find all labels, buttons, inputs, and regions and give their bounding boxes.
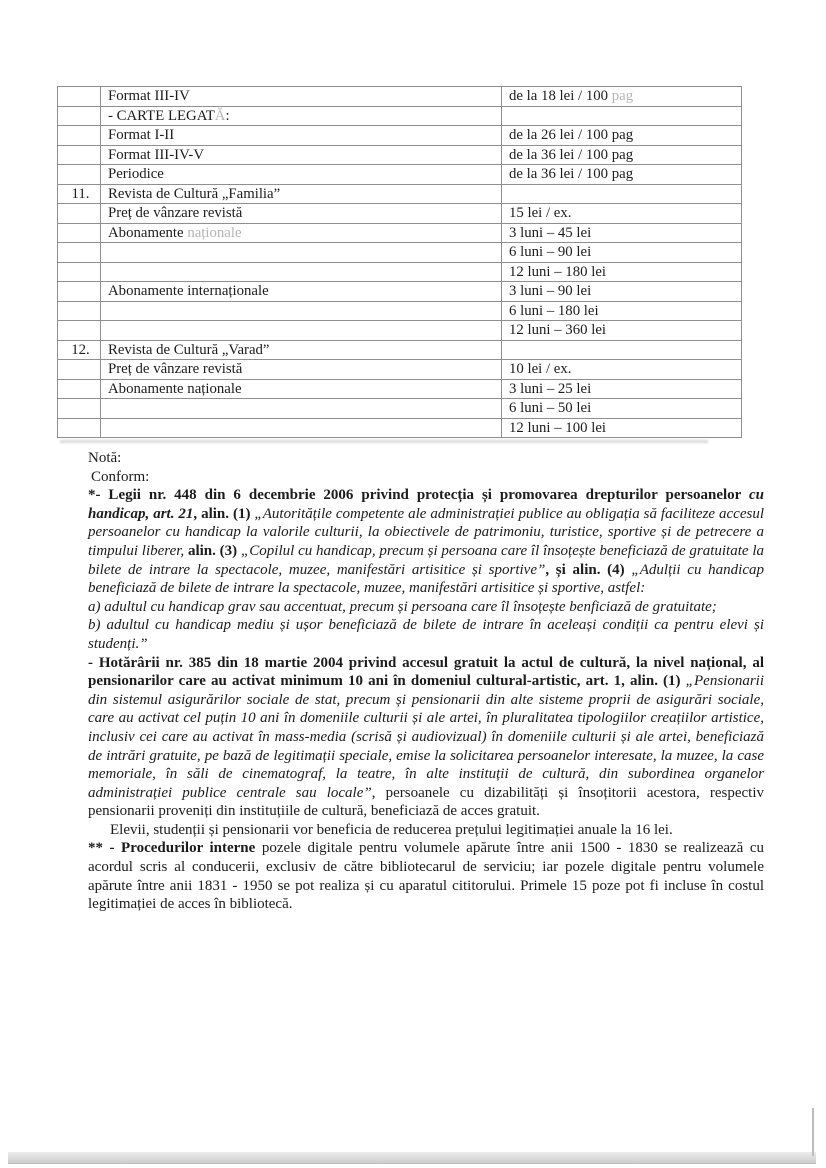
table-row xyxy=(58,126,742,146)
price-cell xyxy=(502,223,742,243)
row-number-cell xyxy=(58,223,101,243)
price-table-body xyxy=(58,87,742,438)
price-cell xyxy=(502,165,742,185)
row-number-cell: 11. xyxy=(58,184,101,204)
note-text-segment: „Copilul cu handicap, precum și persoana care îl însoțește beneficiază de gratuitate la bilete de intrare la spectacole, muzee, manifestări artisitice și sportive” xyxy=(88,542,765,578)
price-cell xyxy=(502,282,742,302)
item-text: Revista de Cultură „Familia” xyxy=(108,185,281,202)
price-text: 12 luni – 180 lei xyxy=(509,263,606,280)
item-text: naționale xyxy=(187,224,242,241)
table-row xyxy=(58,379,742,399)
table-row xyxy=(58,87,742,107)
table-row xyxy=(58,243,742,263)
table-row xyxy=(58,106,742,126)
item-cell xyxy=(101,321,502,341)
price-text: de la 36 lei / 100 pag xyxy=(509,146,634,163)
item-text: Preț de vânzare revistă xyxy=(108,361,243,378)
note-text-segment: „Autoritățile competente ale administrației publice au obligația să faciliteze accesul persoanelor cu handicap la valorile culturii, la obiectivele de patrimoniu, turistice, sportive și de petrecere a timpului liberer, xyxy=(88,505,765,559)
item-text: Abonamente xyxy=(108,224,188,241)
price-cell xyxy=(502,360,742,380)
note-text-segment: Elevii, studenții și pensionarii vor beneficia de reducerea prețului legitimației anuale la 16 lei. xyxy=(110,821,673,838)
price-cell xyxy=(502,184,742,204)
scan-edge-right xyxy=(812,1108,814,1156)
table-row xyxy=(58,360,742,380)
table-row xyxy=(58,340,742,360)
price-text: 3 luni – 25 lei xyxy=(509,380,592,397)
note-text-segment: alin. (4) xyxy=(572,561,632,578)
note-text-segment: - Hotărârii nr. 385 din 18 martie 2004 privind accesul gratuit la actul de cultură, la nivel național, al pensionarilor care au activat minimum 10 ani în domeniul cultural-artistic, art. 1, alin. (1) xyxy=(88,654,764,690)
note-text-segment: Conform: xyxy=(91,468,150,485)
item-cell xyxy=(101,223,502,243)
note-law-448 xyxy=(88,486,764,598)
price-text: de la 26 lei / 100 pag xyxy=(509,127,634,144)
item-cell xyxy=(101,87,502,107)
row-number-cell xyxy=(58,145,101,165)
note-text-segment: b) adultul cu handicap mediu și ușor beneficiază de bilete de intrare în aceleași condiții ca pentru elevi și studenți.” xyxy=(88,617,764,652)
price-cell xyxy=(502,87,742,107)
note-text-segment: , persoanele cu dizabilități și însoțitorii acestora, respectiv pensionarii proveniți din instituțiile de cultură, beneficiază de acces gratuit. xyxy=(88,784,764,820)
table-row xyxy=(58,262,742,282)
note-text-segment: cu handicap, art. 21 xyxy=(88,487,764,522)
note-decision-385 xyxy=(88,654,764,821)
price-text: 10 lei / ex. xyxy=(509,361,572,378)
note-text-segment: Notă: xyxy=(88,450,122,466)
item-cell xyxy=(101,282,502,302)
note-title xyxy=(88,449,764,468)
price-cell xyxy=(502,262,742,282)
table-row xyxy=(58,321,742,341)
item-text: Preț de vânzare revistă xyxy=(108,205,243,222)
price-cell xyxy=(502,126,742,146)
note-item-a xyxy=(88,598,764,617)
item-cell xyxy=(101,360,502,380)
row-number-cell xyxy=(58,282,101,302)
price-table xyxy=(57,86,742,438)
price-cell xyxy=(502,321,742,341)
note-text-segment: „Adulții cu handicap beneficiază de bilete de intrare la spectacole, muzee, manifestări artisitice și sportive, astfel: xyxy=(88,561,764,597)
row-number-cell xyxy=(58,243,101,263)
row-number-cell xyxy=(58,379,101,399)
price-cell xyxy=(502,340,742,360)
item-cell xyxy=(101,418,502,438)
note-internal-procedures xyxy=(88,839,764,913)
row-number-cell xyxy=(58,87,101,107)
table-bottom-scan-shadow xyxy=(60,440,708,443)
table-row xyxy=(58,145,742,165)
price-cell xyxy=(502,106,742,126)
item-cell xyxy=(101,243,502,263)
price-text: 12 luni – 360 lei xyxy=(509,322,606,339)
price-cell xyxy=(502,399,742,419)
row-number-cell xyxy=(58,204,101,224)
table-row xyxy=(58,301,742,321)
price-text: de la 18 lei / 100 xyxy=(509,88,612,105)
price-text: 3 luni – 90 lei xyxy=(509,283,592,300)
row-number-cell xyxy=(58,301,101,321)
item-cell xyxy=(101,379,502,399)
table-row xyxy=(58,418,742,438)
item-text: Format I-II xyxy=(108,127,175,144)
item-cell xyxy=(101,262,502,282)
price-text: de la 36 lei / 100 pag xyxy=(509,166,634,183)
item-text: Abonamente internaționale xyxy=(108,283,269,300)
price-text: 6 luni – 50 lei xyxy=(509,400,592,417)
row-number-cell xyxy=(58,418,101,438)
note-text-segment: „Pensionarii din sistemul asigurărilor sociale de stat, precum și pensionarii din alte sisteme proprii de asigurări sociale, care au activat cel puțin 10 ani în domeniile culturii și ale artei, în pluralitatea tipologiilor creațiilor artistice, inclusiv cei care au activat în mass-media (scrisă și audiovizual) în domeniile culturii și ale artei, beneficiază de intrări gratuite, pe bază de legitimații speciale, emise la solicitarea persoanelor interesate, la muzee, la case memoriale, în săli de cinematograf, la teatre, în alte instituții de cultură, din subordinea organelor administrației publice centrale sau locale” xyxy=(88,673,764,801)
table-row xyxy=(58,282,742,302)
item-cell xyxy=(101,145,502,165)
price-cell xyxy=(502,145,742,165)
note-text-segment: ** - Procedurilor interne xyxy=(88,840,262,857)
item-text: Format III-IV-V xyxy=(108,146,205,163)
notes-section xyxy=(88,449,764,914)
price-text: 15 lei / ex. xyxy=(509,205,572,222)
scan-edge-bottom xyxy=(8,1152,816,1164)
item-cell xyxy=(101,184,502,204)
price-text: 3 luni – 45 lei xyxy=(509,224,592,241)
note-students xyxy=(88,821,764,840)
item-cell xyxy=(101,340,502,360)
row-number-cell xyxy=(58,106,101,126)
row-number-cell xyxy=(58,165,101,185)
item-cell xyxy=(101,399,502,419)
item-text: Revista de Cultură „Varad” xyxy=(108,341,270,358)
price-cell xyxy=(502,379,742,399)
item-cell xyxy=(101,204,502,224)
row-number-cell xyxy=(58,262,101,282)
note-text-segment: , alin. (1) xyxy=(193,505,255,522)
item-text: Ă xyxy=(214,107,226,124)
note-text-segment: a) adultul cu handicap grav sau accentuat, precum și persoana care îl însoțește benficiază de gratuitate; xyxy=(88,598,717,615)
table-row xyxy=(58,165,742,185)
price-cell xyxy=(502,243,742,263)
item-text: - CARTE LEGAT xyxy=(108,107,215,124)
price-text: 6 luni – 180 lei xyxy=(509,302,599,319)
item-text: : xyxy=(225,107,230,124)
item-cell xyxy=(101,106,502,126)
note-text-segment: pozele digitale pentru volumele apărute între anii 1500 - 1830 se realizează cu acordul scris al conducerii, exclusiv de către bibliotecarul de serviciu; iar pozele digitale pentru volumele apărute între anii 1831 - 1950 se pot realiza și cu aparatul cititorului. Primele 15 poze pot fi incluse în costul legitimației de acces în bibliotecă. xyxy=(88,840,765,913)
price-cell xyxy=(502,418,742,438)
row-number-cell xyxy=(58,399,101,419)
item-text: Format III-IV xyxy=(108,88,190,105)
note-text-segment: , și xyxy=(545,561,573,578)
note-conform xyxy=(88,468,764,487)
price-text: pag xyxy=(611,88,634,105)
item-cell xyxy=(101,301,502,321)
price-cell xyxy=(502,204,742,224)
table-row xyxy=(58,204,742,224)
item-cell xyxy=(101,126,502,146)
row-number-cell xyxy=(58,360,101,380)
table-row xyxy=(58,184,742,204)
note-item-b xyxy=(88,616,764,653)
note-text-segment: *- Legii nr. 448 din 6 decembrie 2006 privind protecția și promovarea drepturilor persoanelor xyxy=(88,487,749,504)
item-cell xyxy=(101,165,502,185)
table-row xyxy=(58,223,742,243)
row-number-cell: 12. xyxy=(58,340,101,360)
item-text: Abonamente naționale xyxy=(108,380,242,397)
row-number-cell xyxy=(58,126,101,146)
price-cell xyxy=(502,301,742,321)
item-text: Periodice xyxy=(108,166,164,183)
price-text: 6 luni – 90 lei xyxy=(509,244,592,261)
price-text: 12 luni – 100 lei xyxy=(509,419,606,436)
note-text-segment: alin. (3) xyxy=(187,542,241,559)
table-row xyxy=(58,399,742,419)
row-number-cell xyxy=(58,321,101,341)
